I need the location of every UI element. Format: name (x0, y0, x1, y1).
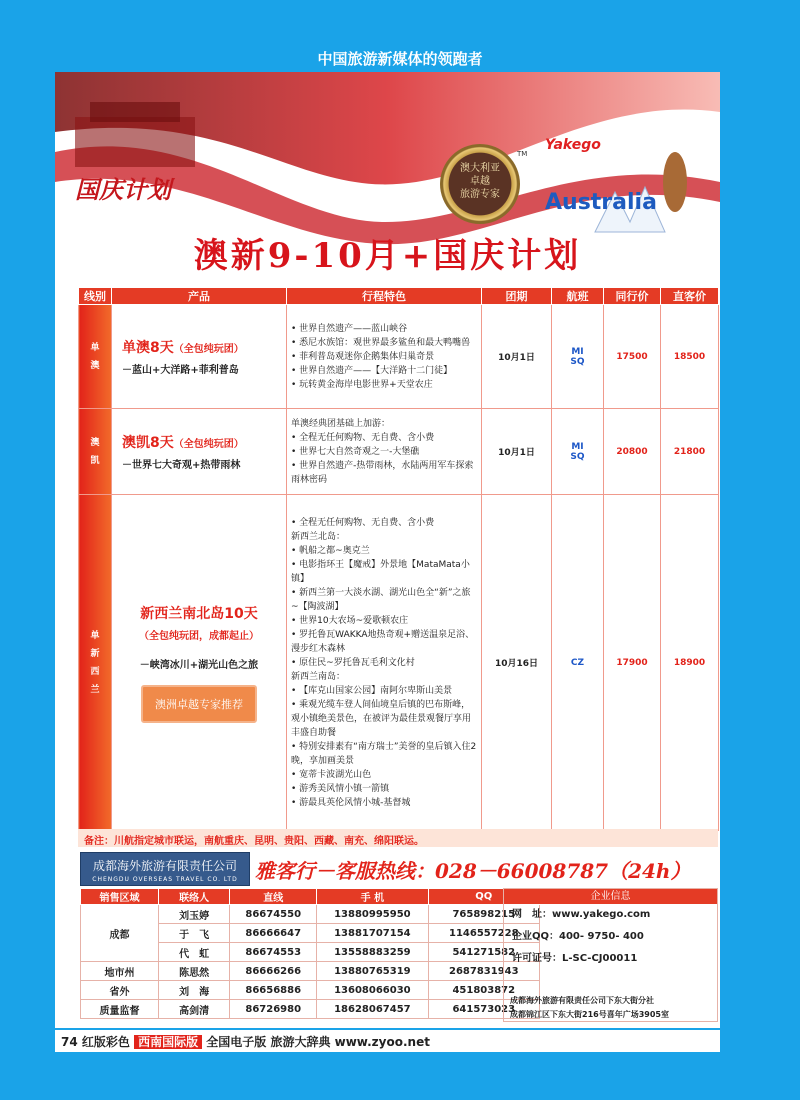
trademark-mark: TM (517, 150, 528, 158)
table-row (79, 409, 719, 495)
expert-seal: 澳大利亚 卓越 旅游专家 (440, 144, 520, 224)
company-name-en: CHENGDU OVERSEAS TRAVEL CO. LTD (92, 876, 238, 883)
contact-table (80, 888, 540, 1019)
australia-logo: Australia (545, 190, 657, 215)
product-tag: （全包纯玩团） (173, 344, 244, 355)
date-cell: 10月1日 (482, 409, 552, 495)
national-day-badge: 国庆计划 (75, 175, 171, 204)
product-cell (112, 495, 287, 831)
direct-price: 21800 (661, 409, 719, 495)
table-row: 成都 刘玉婷 86674550 13880995950 765898215 (81, 905, 540, 924)
table-row: 代 虹 86674553 13558883259 541271582 (81, 943, 540, 962)
ad-page (55, 72, 720, 1028)
col-qq: QQ (428, 889, 539, 905)
features-cell: 单澳经典团基础上加游： • 全程无任何购物、无自费、含小费 • 世界七大自然奇观之一-大堡礁 • 世界自然遗产-热带雨林，水陆两用军车探索雨林密码 (287, 409, 482, 495)
region-cell: 单 新 西 兰 (79, 495, 112, 831)
page-footer (55, 1030, 720, 1052)
footer-text: 全国电子版 旅游大辞典 www.zyoo.net (206, 1035, 430, 1049)
table-row: 省外 刘 海 86656886 13608066030 451803872 (81, 981, 540, 1000)
company-logo (80, 852, 250, 886)
col-peer-price: 同行价 (604, 288, 661, 305)
product-name: 新西兰南北岛10天 (140, 605, 258, 622)
features-cell: • 世界自然遗产——蓝山峡谷 • 悉尼水族馆：观世界最多鲨鱼和最大鸭嘴兽 • 菲利普岛观迷你企鹅集体归巢奇景 • 世界自然遗产——【大洋路十二门徒】 • 玩转黄金海岸电影世界+天堂农庄 (287, 305, 482, 409)
col-tel: 直线 (230, 889, 317, 905)
flight-cell: MI SQ (552, 305, 604, 409)
col-flight: 航班 (552, 288, 604, 305)
company-info (503, 888, 718, 1022)
info-license: 许可证号：L-SC-CJ00011 (512, 953, 638, 964)
col-date: 团期 (482, 288, 552, 305)
info-title: 企业信息 (504, 889, 717, 904)
recommend-stamp: 澳洲卓越专家推荐 (141, 685, 257, 723)
peer-price: 17500 (604, 305, 661, 409)
hotline: 雅客行－客服热线：028－66008787（24h） (255, 859, 691, 883)
edition-label: 西南国际版 (134, 1035, 202, 1049)
company-name: 成都海外旅游有限责任公司 (92, 859, 237, 873)
page-number: 74 红版彩色 (61, 1035, 130, 1049)
info-address-1: 成都海外旅游有限责任公司下东大街分社 (510, 996, 654, 1005)
date-cell: 10月1日 (482, 305, 552, 409)
table-row: 质量监督 高剑清 86726980 18628067457 641573023 (81, 1000, 540, 1019)
product-cell (112, 305, 287, 409)
table-row: 于 飞 86666647 13881707154 1146557228 (81, 924, 540, 943)
table-row (79, 305, 719, 409)
brand-logo: Yakego (545, 137, 601, 153)
col-contact: 联络人 (158, 889, 229, 905)
col-direct-price: 直客价 (661, 288, 719, 305)
col-features: 行程特色 (287, 288, 482, 305)
product-tag: （全包纯玩团，成都起止） (139, 630, 259, 642)
col-mobile: 手 机 (317, 889, 428, 905)
flight-cell: CZ (552, 495, 604, 831)
col-line: 线别 (79, 288, 112, 305)
direct-price: 18500 (661, 305, 719, 409)
product-name: 单澳8天 (122, 340, 174, 356)
tour-table (78, 287, 719, 831)
direct-price: 18900 (661, 495, 719, 831)
info-address-2: 成都锦江区下东大街216号喜年广场3905室 (510, 1010, 669, 1019)
product-tag: （全包纯玩团） (173, 439, 244, 450)
product-route: －蓝山+大洋路+菲利普岛 (122, 365, 239, 376)
remark-note: 备注：川航指定城市联运，南航重庆、昆明、贵阳、西藏、南充、绵阳联运。 (78, 829, 718, 847)
banner (55, 72, 720, 287)
area-cell: 成都 (81, 905, 159, 962)
table-row: 地市州 陈思然 86666266 13880765319 2687831943 (81, 962, 540, 981)
top-slogan: 中国旅游新媒体的领跑者 (317, 50, 483, 68)
product-route: －世界七大奇观+热带雨林 (122, 460, 241, 471)
features-cell: • 全程无任何购物、无自费、含小费 新西兰北岛： • 帆船之都~奥克兰 • 电影指环王【魔戒】外景地【MataMata小镇】 • 新西兰第一大淡水湖、湖光山色全“新”之旅~【陶波湖】 • 世界10大农场~爱歌顿农庄 • 罗托鲁瓦WAKKA地热奇观+赠送温泉足浴、漫步红木森林 • 原住民~罗托鲁瓦毛利文化村 新西兰南岛： • 【库克山国家公园】南阿尔卑斯山美景 • 乘观光缆车登人间仙境皇后镇的巴布斯峰，观小镇绝美景色，在被评为最佳景观餐厅享用丰盛自助餐 • 特别安排素有“南方瑞士”美誉的皇后镇入住2晚，享加画美景 • 宽蒂卡波湖光山色 • 游秀美风情小镇一箭镇 • 游最具英伦风情小城-基督城 (287, 495, 482, 831)
product-route: －峡湾冰川+湖光山色之旅 (139, 659, 259, 671)
headline: 澳新9-10月+国庆计划 (193, 236, 582, 276)
col-product: 产品 (112, 288, 287, 305)
peer-price: 17900 (604, 495, 661, 831)
info-website: 网 址：www.yakego.com (512, 909, 651, 920)
col-area: 销售区域 (81, 889, 159, 905)
date-cell: 10月16日 (482, 495, 552, 831)
tour-table-header (79, 288, 719, 305)
product-cell (112, 409, 287, 495)
table-row (79, 495, 719, 831)
info-qq: 企业QQ：400- 9750- 400 (512, 931, 644, 942)
product-name: 澳凯8天 (122, 435, 174, 451)
region-cell: 澳 凯 (79, 409, 112, 495)
peer-price: 20800 (604, 409, 661, 495)
region-cell: 单 澳 (79, 305, 112, 409)
flight-cell: MI SQ (552, 409, 604, 495)
